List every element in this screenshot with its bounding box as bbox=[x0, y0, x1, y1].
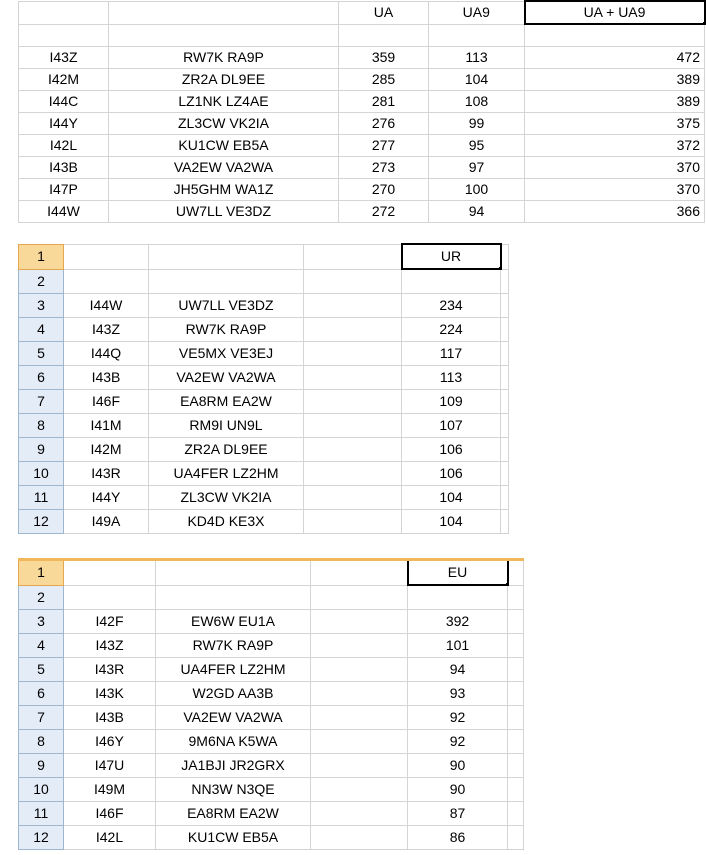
cell[interactable] bbox=[508, 778, 524, 802]
row-header[interactable]: 9 bbox=[19, 754, 64, 778]
cell-ua[interactable]: 270 bbox=[339, 179, 429, 201]
cell-prefix[interactable]: I42L bbox=[64, 826, 156, 850]
cell-total[interactable]: 389 bbox=[525, 91, 705, 113]
cell[interactable] bbox=[311, 585, 408, 610]
cell[interactable] bbox=[501, 294, 509, 318]
table-row bbox=[19, 730, 524, 754]
cell[interactable] bbox=[508, 802, 524, 826]
cell-prefix[interactable]: I47P bbox=[19, 179, 109, 201]
cell-callsigns[interactable]: JH5GHM WA1Z bbox=[109, 179, 339, 201]
cell-eu[interactable]: 94 bbox=[408, 658, 508, 682]
table-row bbox=[19, 414, 509, 438]
table-row bbox=[19, 366, 509, 390]
cell[interactable] bbox=[304, 510, 402, 534]
cell-callsigns[interactable]: UW7LL VE3DZ bbox=[109, 201, 339, 223]
cell[interactable] bbox=[311, 778, 408, 802]
cell-callsigns[interactable]: W2GD AA3B bbox=[156, 682, 311, 706]
cell-ur[interactable]: 113 bbox=[402, 366, 501, 390]
cell-prefix[interactable]: I44W bbox=[64, 294, 149, 318]
table-row bbox=[19, 462, 509, 486]
cell-callsigns[interactable]: JA1BJI JR2GRX bbox=[156, 754, 311, 778]
cell-prefix[interactable]: I41M bbox=[64, 414, 149, 438]
cell-callsigns[interactable]: KU1CW EB5A bbox=[156, 826, 311, 850]
cell[interactable] bbox=[311, 802, 408, 826]
cell[interactable] bbox=[149, 269, 304, 294]
spreadsheet-eu bbox=[18, 558, 524, 850]
header-cell[interactable] bbox=[19, 1, 109, 24]
cell-total[interactable]: 372 bbox=[525, 135, 705, 157]
cell[interactable] bbox=[304, 294, 402, 318]
cell[interactable] bbox=[304, 244, 402, 269]
row-header[interactable]: 4 bbox=[19, 318, 64, 342]
cell-prefix[interactable]: I43B bbox=[19, 157, 109, 179]
cell-callsigns[interactable]: RW7K RA9P bbox=[156, 634, 311, 658]
cell-total[interactable]: 389 bbox=[525, 69, 705, 91]
cell-ua9[interactable]: 95 bbox=[429, 135, 525, 157]
header-cell-ua[interactable]: UA bbox=[339, 1, 429, 24]
row-header[interactable]: 3 bbox=[19, 294, 64, 318]
header-row bbox=[19, 560, 524, 586]
cell[interactable] bbox=[501, 269, 509, 294]
cell-ur[interactable]: 117 bbox=[402, 342, 501, 366]
cell-eu[interactable]: 92 bbox=[408, 706, 508, 730]
cell-ua9[interactable]: 108 bbox=[429, 91, 525, 113]
cell[interactable] bbox=[311, 682, 408, 706]
cell-ur[interactable]: 109 bbox=[402, 390, 501, 414]
table-row bbox=[19, 486, 509, 510]
cell-prefix[interactable]: I43B bbox=[64, 366, 149, 390]
cell[interactable] bbox=[311, 634, 408, 658]
table-row bbox=[19, 438, 509, 462]
cell[interactable] bbox=[508, 610, 524, 634]
table-row bbox=[19, 318, 509, 342]
cell-callsigns[interactable]: ZL3CW VK2IA bbox=[149, 486, 304, 510]
spreadsheet-ua-ua9 bbox=[18, 0, 706, 223]
cell[interactable] bbox=[501, 414, 509, 438]
row-header[interactable]: 11 bbox=[19, 802, 64, 826]
cell[interactable] bbox=[304, 462, 402, 486]
cell[interactable] bbox=[508, 682, 524, 706]
table-row bbox=[19, 157, 705, 179]
cell-callsigns[interactable]: 9M6NA K5WA bbox=[156, 730, 311, 754]
cell-prefix[interactable]: I49A bbox=[64, 510, 149, 534]
cell[interactable] bbox=[156, 585, 311, 610]
row-header[interactable]: 2 bbox=[19, 269, 64, 294]
table-row bbox=[19, 294, 509, 318]
table-row bbox=[19, 802, 524, 826]
row-header[interactable]: 5 bbox=[19, 342, 64, 366]
cell[interactable] bbox=[508, 560, 524, 586]
cell-ua[interactable]: 277 bbox=[339, 135, 429, 157]
cell-callsigns[interactable]: ZR2A DL9EE bbox=[149, 438, 304, 462]
cell-prefix[interactable]: I46F bbox=[64, 390, 149, 414]
cell-callsigns[interactable]: RW7K RA9P bbox=[149, 318, 304, 342]
cell-ua[interactable]: 285 bbox=[339, 69, 429, 91]
cell-ua9[interactable]: 94 bbox=[429, 201, 525, 223]
cell-total[interactable]: 370 bbox=[525, 157, 705, 179]
cell-callsigns[interactable]: VA2EW VA2WA bbox=[149, 366, 304, 390]
cell-callsigns[interactable]: VE5MX VE3EJ bbox=[149, 342, 304, 366]
cell-prefix[interactable]: I44C bbox=[19, 91, 109, 113]
cell-total[interactable]: 472 bbox=[525, 47, 705, 69]
cell[interactable] bbox=[311, 658, 408, 682]
table-row bbox=[19, 47, 705, 69]
cell-ua[interactable]: 276 bbox=[339, 113, 429, 135]
cell[interactable] bbox=[149, 244, 304, 269]
cell-eu[interactable]: 93 bbox=[408, 682, 508, 706]
cell[interactable] bbox=[508, 634, 524, 658]
row-header[interactable]: 7 bbox=[19, 390, 64, 414]
cell-prefix[interactable]: I42M bbox=[64, 438, 149, 462]
row-header[interactable]: 9 bbox=[19, 438, 64, 462]
cell-callsigns[interactable]: EA8RM EA2W bbox=[149, 390, 304, 414]
cell[interactable] bbox=[508, 658, 524, 682]
cell-callsigns[interactable]: VA2EW VA2WA bbox=[109, 157, 339, 179]
header-cell-eu[interactable]: EU bbox=[408, 560, 508, 586]
cell-ua9[interactable]: 100 bbox=[429, 179, 525, 201]
table-row bbox=[19, 610, 524, 634]
table-row bbox=[19, 201, 705, 223]
cell[interactable] bbox=[501, 438, 509, 462]
cell-total[interactable]: 375 bbox=[525, 113, 705, 135]
table-row bbox=[19, 682, 524, 706]
cell-prefix[interactable]: I43Z bbox=[19, 47, 109, 69]
cell-ua[interactable]: 359 bbox=[339, 47, 429, 69]
cell[interactable] bbox=[508, 730, 524, 754]
cell[interactable] bbox=[501, 342, 509, 366]
cell[interactable] bbox=[311, 706, 408, 730]
cell-ur[interactable]: 234 bbox=[402, 294, 501, 318]
cell[interactable] bbox=[311, 826, 408, 850]
cell[interactable] bbox=[304, 342, 402, 366]
cell[interactable] bbox=[501, 244, 509, 269]
cell[interactable] bbox=[501, 390, 509, 414]
cell-callsigns[interactable]: ZR2A DL9EE bbox=[109, 69, 339, 91]
cell-ua9[interactable]: 99 bbox=[429, 113, 525, 135]
cell-eu[interactable]: 90 bbox=[408, 754, 508, 778]
cell-ua9[interactable]: 104 bbox=[429, 69, 525, 91]
cell-callsigns[interactable]: RW7K RA9P bbox=[109, 47, 339, 69]
table-row bbox=[19, 113, 705, 135]
cell-callsigns[interactable]: EA8RM EA2W bbox=[156, 802, 311, 826]
cell-callsigns[interactable]: UW7LL VE3DZ bbox=[149, 294, 304, 318]
cell[interactable] bbox=[311, 560, 408, 586]
row-header[interactable]: 10 bbox=[19, 462, 64, 486]
row-header[interactable]: 12 bbox=[19, 510, 64, 534]
cell[interactable] bbox=[64, 244, 149, 269]
cell[interactable] bbox=[508, 826, 524, 850]
cell[interactable] bbox=[64, 585, 156, 610]
cell[interactable] bbox=[339, 24, 429, 47]
row-header[interactable]: 10 bbox=[19, 778, 64, 802]
cell[interactable] bbox=[508, 754, 524, 778]
cell-ua9[interactable]: 97 bbox=[429, 157, 525, 179]
cell-prefix[interactable]: I49M bbox=[64, 778, 156, 802]
cell-ur[interactable]: 106 bbox=[402, 462, 501, 486]
cell-prefix[interactable]: I44Y bbox=[19, 113, 109, 135]
cell[interactable] bbox=[64, 560, 156, 586]
cell-total[interactable]: 366 bbox=[525, 201, 705, 223]
table-row bbox=[19, 510, 509, 534]
header-cell-ua-plus-ua9[interactable]: UA + UA9 bbox=[525, 1, 705, 24]
row-header[interactable]: 5 bbox=[19, 658, 64, 682]
table-row bbox=[19, 826, 524, 850]
cell-callsigns[interactable]: LZ1NK LZ4AE bbox=[109, 91, 339, 113]
cell-callsigns[interactable]: KD4D KE3X bbox=[149, 510, 304, 534]
cell-callsigns[interactable]: RM9I UN9L bbox=[149, 414, 304, 438]
cell-prefix[interactable]: I42L bbox=[19, 135, 109, 157]
cell[interactable] bbox=[109, 24, 339, 47]
cell[interactable] bbox=[19, 24, 109, 47]
table-row bbox=[19, 342, 509, 366]
cell[interactable] bbox=[311, 610, 408, 634]
cell-prefix[interactable]: I43K bbox=[64, 682, 156, 706]
row-header[interactable]: 8 bbox=[19, 730, 64, 754]
cell[interactable] bbox=[156, 560, 311, 586]
cell-prefix[interactable]: I44Y bbox=[64, 486, 149, 510]
header-cell-ua9[interactable]: UA9 bbox=[429, 1, 525, 24]
cell-ur[interactable]: 104 bbox=[402, 510, 501, 534]
cell-prefix[interactable]: I46F bbox=[64, 802, 156, 826]
cell-eu[interactable]: 86 bbox=[408, 826, 508, 850]
header-row bbox=[19, 244, 509, 269]
cell-ua9[interactable]: 113 bbox=[429, 47, 525, 69]
row-header[interactable]: 3 bbox=[19, 610, 64, 634]
row-header[interactable]: 6 bbox=[19, 366, 64, 390]
cell[interactable] bbox=[525, 24, 705, 47]
table-row bbox=[19, 634, 524, 658]
cell[interactable] bbox=[304, 390, 402, 414]
cell[interactable] bbox=[501, 510, 509, 534]
empty-row bbox=[19, 24, 705, 47]
cell-prefix[interactable]: I43Z bbox=[64, 318, 149, 342]
cell-prefix[interactable]: I43B bbox=[64, 706, 156, 730]
cell-callsigns[interactable]: VA2EW VA2WA bbox=[156, 706, 311, 730]
spreadsheet-ur bbox=[18, 243, 509, 534]
cell-callsigns[interactable]: EW6W EU1A bbox=[156, 610, 311, 634]
cell-prefix[interactable]: I43R bbox=[64, 658, 156, 682]
cell[interactable] bbox=[501, 462, 509, 486]
cell-eu[interactable]: 92 bbox=[408, 730, 508, 754]
cell[interactable] bbox=[304, 438, 402, 462]
cell-prefix[interactable]: I42F bbox=[64, 610, 156, 634]
cell[interactable] bbox=[508, 706, 524, 730]
cell-callsigns[interactable]: UA4FER LZ2HM bbox=[149, 462, 304, 486]
cell[interactable] bbox=[311, 730, 408, 754]
empty-row bbox=[19, 585, 524, 610]
cell-prefix[interactable]: I47U bbox=[64, 754, 156, 778]
row-header[interactable]: 6 bbox=[19, 682, 64, 706]
cell-ua[interactable]: 272 bbox=[339, 201, 429, 223]
cell-eu[interactable]: 90 bbox=[408, 778, 508, 802]
header-row bbox=[19, 1, 705, 24]
header-cell-ur[interactable]: UR bbox=[402, 244, 501, 269]
cell[interactable] bbox=[408, 585, 508, 610]
row-header[interactable]: 12 bbox=[19, 826, 64, 850]
cell-prefix[interactable]: I43R bbox=[64, 462, 149, 486]
cell-prefix[interactable]: I43Z bbox=[64, 634, 156, 658]
table-row bbox=[19, 658, 524, 682]
cell-eu[interactable]: 392 bbox=[408, 610, 508, 634]
cell-callsigns[interactable]: UA4FER LZ2HM bbox=[156, 658, 311, 682]
row-header[interactable]: 4 bbox=[19, 634, 64, 658]
table-row bbox=[19, 179, 705, 201]
row-header[interactable]: 1 bbox=[19, 244, 64, 269]
cell[interactable] bbox=[304, 269, 402, 294]
table-row bbox=[19, 706, 524, 730]
cell-ur[interactable]: 106 bbox=[402, 438, 501, 462]
table-row bbox=[19, 91, 705, 113]
cell-ur[interactable]: 107 bbox=[402, 414, 501, 438]
cell[interactable] bbox=[304, 318, 402, 342]
cell[interactable] bbox=[311, 754, 408, 778]
cell-ur[interactable]: 224 bbox=[402, 318, 501, 342]
empty-row bbox=[19, 269, 509, 294]
cell-ua[interactable]: 281 bbox=[339, 91, 429, 113]
cell[interactable] bbox=[402, 269, 501, 294]
cell[interactable] bbox=[429, 24, 525, 47]
cell-callsigns[interactable]: ZL3CW VK2IA bbox=[109, 113, 339, 135]
cell[interactable] bbox=[64, 269, 149, 294]
cell-prefix[interactable]: I44W bbox=[19, 201, 109, 223]
cell-ur[interactable]: 104 bbox=[402, 486, 501, 510]
cell[interactable] bbox=[304, 366, 402, 390]
table-row bbox=[19, 69, 705, 91]
row-header[interactable]: 7 bbox=[19, 706, 64, 730]
cell[interactable] bbox=[501, 366, 509, 390]
cell[interactable] bbox=[501, 486, 509, 510]
table-row bbox=[19, 390, 509, 414]
cell[interactable] bbox=[304, 414, 402, 438]
cell-callsigns[interactable]: NN3W N3QE bbox=[156, 778, 311, 802]
cell[interactable] bbox=[501, 318, 509, 342]
cell-total[interactable]: 370 bbox=[525, 179, 705, 201]
table-row bbox=[19, 754, 524, 778]
cell-eu[interactable]: 101 bbox=[408, 634, 508, 658]
cell[interactable] bbox=[304, 486, 402, 510]
cell-ua[interactable]: 273 bbox=[339, 157, 429, 179]
cell-prefix[interactable]: I42M bbox=[19, 69, 109, 91]
cell-eu[interactable]: 87 bbox=[408, 802, 508, 826]
row-header[interactable]: 2 bbox=[19, 585, 64, 610]
row-header[interactable]: 8 bbox=[19, 414, 64, 438]
row-header[interactable]: 1 bbox=[19, 560, 64, 586]
cell-prefix[interactable]: I44Q bbox=[64, 342, 149, 366]
cell[interactable] bbox=[508, 585, 524, 610]
table-row bbox=[19, 778, 524, 802]
cell-prefix[interactable]: I46Y bbox=[64, 730, 156, 754]
cell-callsigns[interactable]: KU1CW EB5A bbox=[109, 135, 339, 157]
row-header[interactable]: 11 bbox=[19, 486, 64, 510]
header-cell[interactable] bbox=[109, 1, 339, 24]
table-row bbox=[19, 135, 705, 157]
